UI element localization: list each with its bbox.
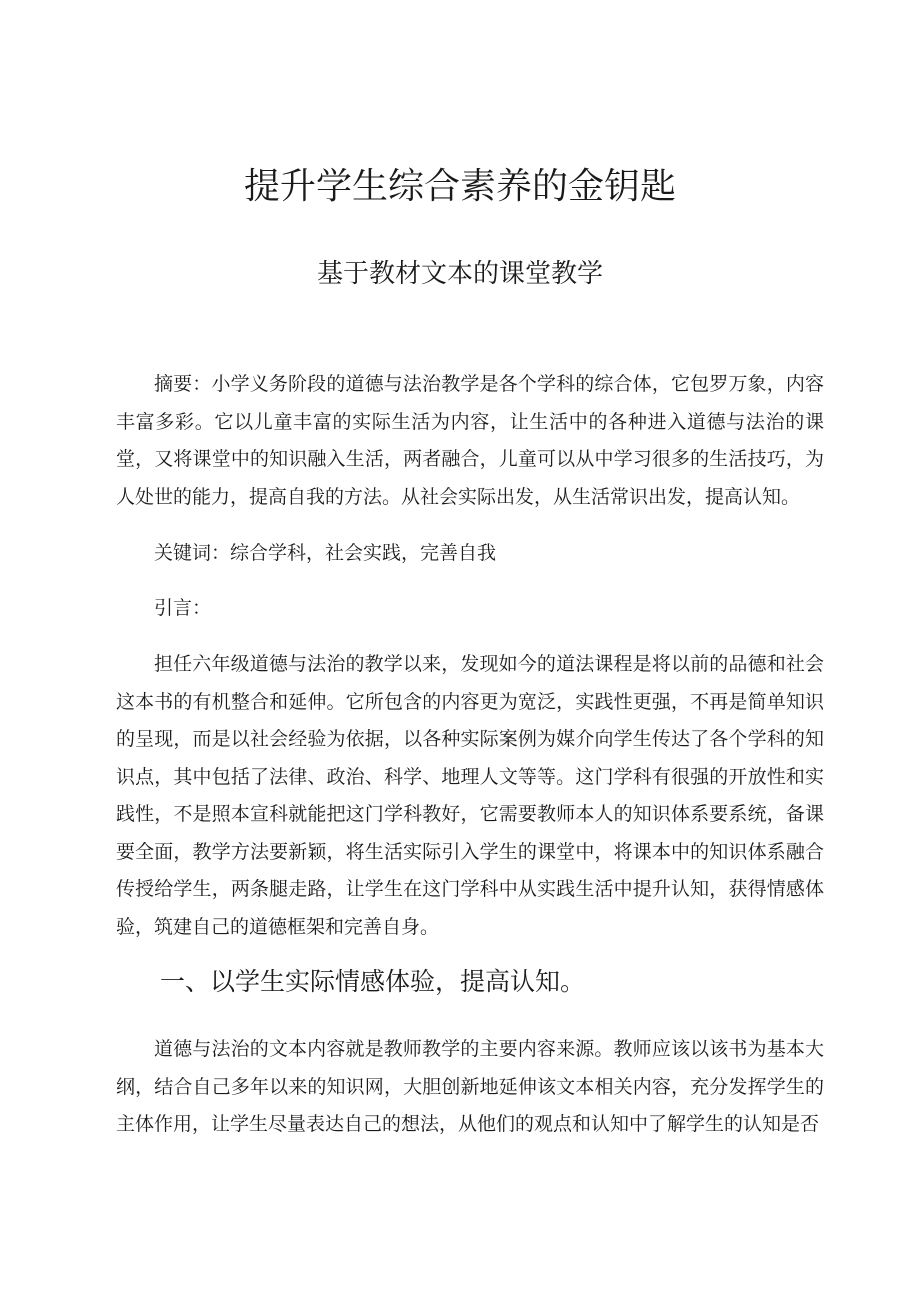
document-title: 提升学生综合素养的金钥匙 (243, 166, 676, 207)
abstract-paragraph: 摘要：小学义务阶段的道德与法治教学是各个学科的综合体，它包罗万象，内容丰富多彩。它以儿童丰富的实际生活为内容，让生活中的各种进入道德与法治的课堂，又将课堂中的知识融入生活，两者融合，儿童可以从中学习很多的生活技巧，为人处世的能力，提高自我的方法。从社会实际出发，从生活常识出发，提高认知。 (116, 373, 824, 508)
keywords-paragraph: 关键词：综合学科，社会实践，完善自我 (154, 542, 497, 564)
intro-label: 引言： (154, 597, 212, 619)
section-1-paragraph: 道德与法治的文本内容就是教师教学的主要内容来源。教师应该以该书为基本大纲，结合自己多年以来的知识网，大胆创新地延伸该文本相关内容，充分发挥学生的主体作用，让学生尽量表达自己的想法，从他们的观点和认知中了解学生的认知是否 (116, 1038, 824, 1135)
intro-paragraph: 担任六年级道德与法治的教学以来，发现如今的道法课程是将以前的品德和社会这本书的有机整合和延伸。它所包含的内容更为宽泛，实践性更强，不再是简单知识的呈现，而是以社会经验为依据，以各种实际案例为媒介向学生传达了各个学科的知识点，其中包括了法律、政治、科学、地理人文等等。这门学科有很强的开放性和实践性，不是照本宣科就能把这门学科教好，它需要教师本人的知识体系要系统，备课要全面，教学方法要新颖，将生活实际引入学生的课堂中，将课本中的知识体系融合传授给学生，两条腿走路，让学生在这门学科中从实践生活中提升认知，获得情感体验，筑建自己的道德框架和完善自身。 (116, 653, 824, 938)
document-subtitle: 基于教材文本的课堂教学 (316, 259, 603, 289)
section-1-heading: 一、以学生实际情感体验，提高认知。 (160, 967, 586, 996)
